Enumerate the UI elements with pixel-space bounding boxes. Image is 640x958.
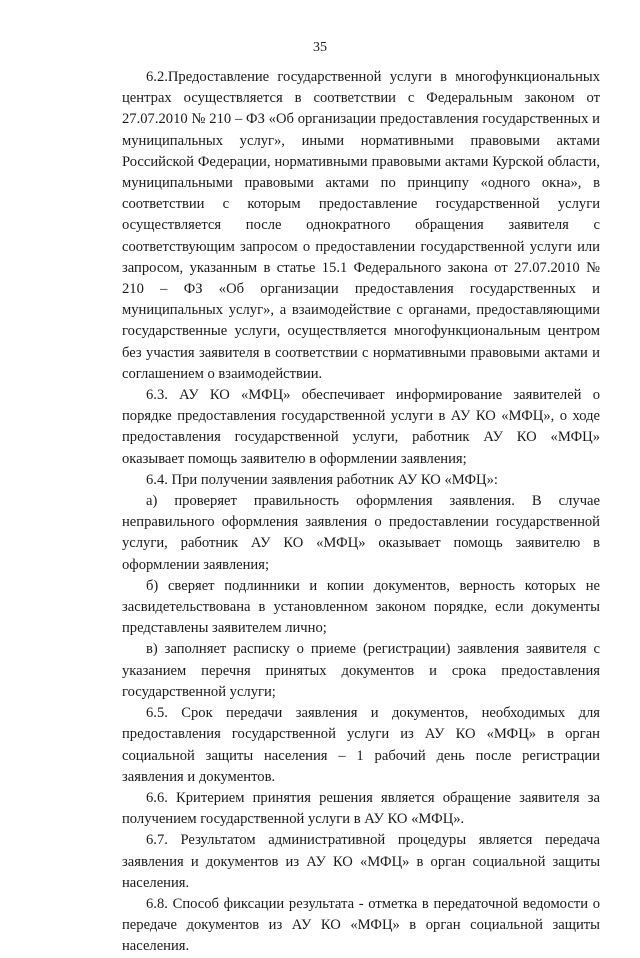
paragraph-6-2: 6.2.Предоставление государственной услуги в многофункциональных центрах осуществляется в соответствии с Федеральным законом от 27.07.2010 № 210 – ФЗ «Об организации предоставления государственных и муниципальных услуг», иными нормативными правовыми актами Российской Федерации, нормативными правовыми актами Курской области, муниципальными правовыми актами по принципу «одного окна», в соответствии с которым предоставление государственной услуги осуществляется после однократного обращения заявителя с соответствующим запросом о предоставлении государственной услуги или запросом, указанным в статье 15.1 Федерального закона от 27.07.2010 № 210 – ФЗ «Об организации предоставления государственных и муниципальных услуг», а взаимодействие с органами, предоставляющими государственные услуги, осуществляется многофункциональным центром без участия заявителя в соответствии с нормативными правовыми актами и соглашением о взаимодействии.	[122, 69, 600, 382]
document-body	[122, 67, 600, 958]
paragraph-6-4-a: а) проверяет правильность оформления заявления. В случае неправильного оформления заявления о предоставлении государственной услуги, работник АУ КО «МФЦ» оказывает помощь заявителю в оформлении заявления;	[122, 493, 600, 573]
paragraph-6-4-v: в) заполняет расписку о приеме (регистрации) заявления заявителя с указанием перечня принятых документов и срока предоставления государственной услуги;	[122, 641, 600, 700]
paragraph-6-6: 6.6. Критерием принятия решения является обращение заявителя за получением государственной услуги в АУ КО «МФЦ».	[122, 789, 600, 828]
paragraph-6-5: 6.5. Срок передачи заявления и документов, необходимых для предоставления государственной услуги из АУ КО «МФЦ» в орган социальной защиты населения – 1 рабочий день после регистрации заявления и документов.	[122, 705, 600, 785]
paragraph-6-3: 6.3. АУ КО «МФЦ» обеспечивает информирование заявителей о порядке предоставления государственной услуги в АУ КО «МФЦ», о ходе предоставления государственной услуги, работник АУ КО «МФЦ» оказывает помощь заявителю в оформлении заявления;	[122, 387, 600, 467]
paragraph-6-8: 6.8. Способ фиксации результата - отметка в передаточной ведомости о передаче документов из АУ КО «МФЦ» в орган социальной защиты населения.	[122, 895, 600, 955]
paragraph-6-4: 6.4. При получении заявления работник АУ КО «МФЦ»:	[146, 471, 498, 488]
page-number: 35	[313, 40, 327, 55]
paragraph-6-4-b: б) сверяет подлинники и копии документов, верность которых не засвидетельствована в установленном законом порядке, если документы представлены заявителем лично;	[122, 577, 600, 637]
paragraph-6-7: 6.7. Результатом административной процедуры является передача заявления и документов из АУ КО «МФЦ» в орган социальной защиты населения.	[122, 832, 600, 891]
